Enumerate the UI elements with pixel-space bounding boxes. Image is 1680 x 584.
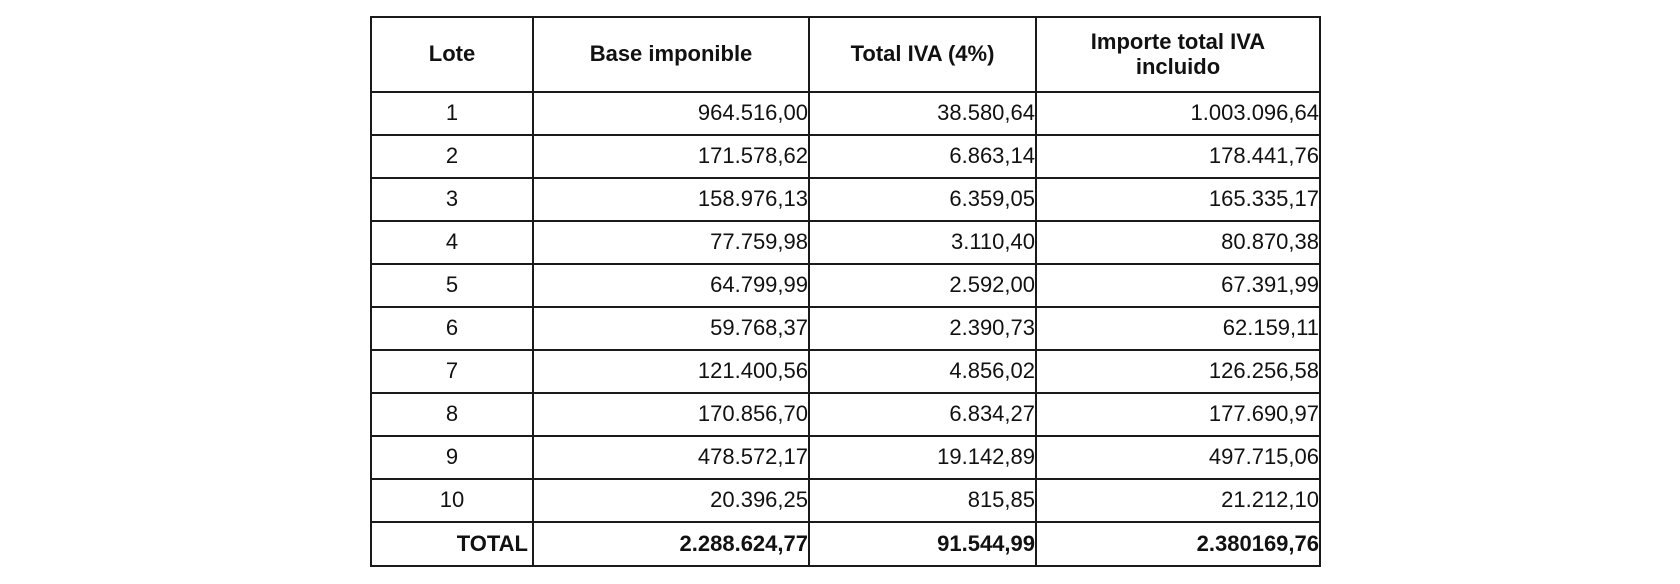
cell-base: 121.400,56: [533, 350, 809, 393]
cell-iva: 815,85: [809, 479, 1036, 522]
cell-iva: 2.592,00: [809, 264, 1036, 307]
cell-importe: 21.212,10: [1036, 479, 1320, 522]
table-row: [371, 264, 1320, 307]
header-importe-total: [1036, 17, 1320, 92]
cell-iva: 6.863,14: [809, 135, 1036, 178]
total-importe: 2.380169,76: [1036, 522, 1320, 566]
cell-iva: 2.390,73: [809, 307, 1036, 350]
cell-base: 158.976,13: [533, 178, 809, 221]
cell-lote: 6: [371, 307, 533, 350]
cell-lote: 1: [371, 92, 533, 135]
cell-base: 170.856,70: [533, 393, 809, 436]
table-row: [371, 178, 1320, 221]
cell-iva: 4.856,02: [809, 350, 1036, 393]
cell-base: 964.516,00: [533, 92, 809, 135]
cell-iva: 6.834,27: [809, 393, 1036, 436]
table-row: [371, 92, 1320, 135]
cell-importe: 126.256,58: [1036, 350, 1320, 393]
table-row: [371, 221, 1320, 264]
cell-iva: 19.142,89: [809, 436, 1036, 479]
header-base-imponible: Base imponible: [533, 17, 809, 92]
header-importe-total-label: Importe total IVA incluido: [1090, 29, 1266, 79]
cell-importe: 67.391,99: [1036, 264, 1320, 307]
iva-lots-table: [370, 16, 1321, 567]
cell-lote: 10: [371, 479, 533, 522]
total-base: 2.288.624,77: [533, 522, 809, 566]
table-row: [371, 135, 1320, 178]
cell-importe: 80.870,38: [1036, 221, 1320, 264]
cell-importe: 177.690,97: [1036, 393, 1320, 436]
cell-importe: 497.715,06: [1036, 436, 1320, 479]
cell-lote: 3: [371, 178, 533, 221]
total-iva: 91.544,99: [809, 522, 1036, 566]
table-row: [371, 393, 1320, 436]
cell-importe: 178.441,76: [1036, 135, 1320, 178]
total-row: [371, 522, 1320, 566]
header-total-iva: Total IVA (4%): [809, 17, 1036, 92]
cell-lote: 5: [371, 264, 533, 307]
cell-iva: 38.580,64: [809, 92, 1036, 135]
cell-base: 59.768,37: [533, 307, 809, 350]
cell-lote: 7: [371, 350, 533, 393]
cell-lote: 2: [371, 135, 533, 178]
cell-base: 77.759,98: [533, 221, 809, 264]
cell-base: 64.799,99: [533, 264, 809, 307]
header-lote: Lote: [371, 17, 533, 92]
table-header-row: [371, 17, 1320, 92]
cell-base: 478.572,17: [533, 436, 809, 479]
cell-base: 20.396,25: [533, 479, 809, 522]
cell-base: 171.578,62: [533, 135, 809, 178]
cell-lote: 4: [371, 221, 533, 264]
table-row: [371, 350, 1320, 393]
cell-importe: 1.003.096,64: [1036, 92, 1320, 135]
cell-lote: 9: [371, 436, 533, 479]
cell-importe: 165.335,17: [1036, 178, 1320, 221]
cell-iva: 3.110,40: [809, 221, 1036, 264]
cell-importe: 62.159,11: [1036, 307, 1320, 350]
table-row: [371, 479, 1320, 522]
table-row: [371, 436, 1320, 479]
table-row: [371, 307, 1320, 350]
total-label: TOTAL: [371, 522, 533, 566]
cell-iva: 6.359,05: [809, 178, 1036, 221]
cell-lote: 8: [371, 393, 533, 436]
